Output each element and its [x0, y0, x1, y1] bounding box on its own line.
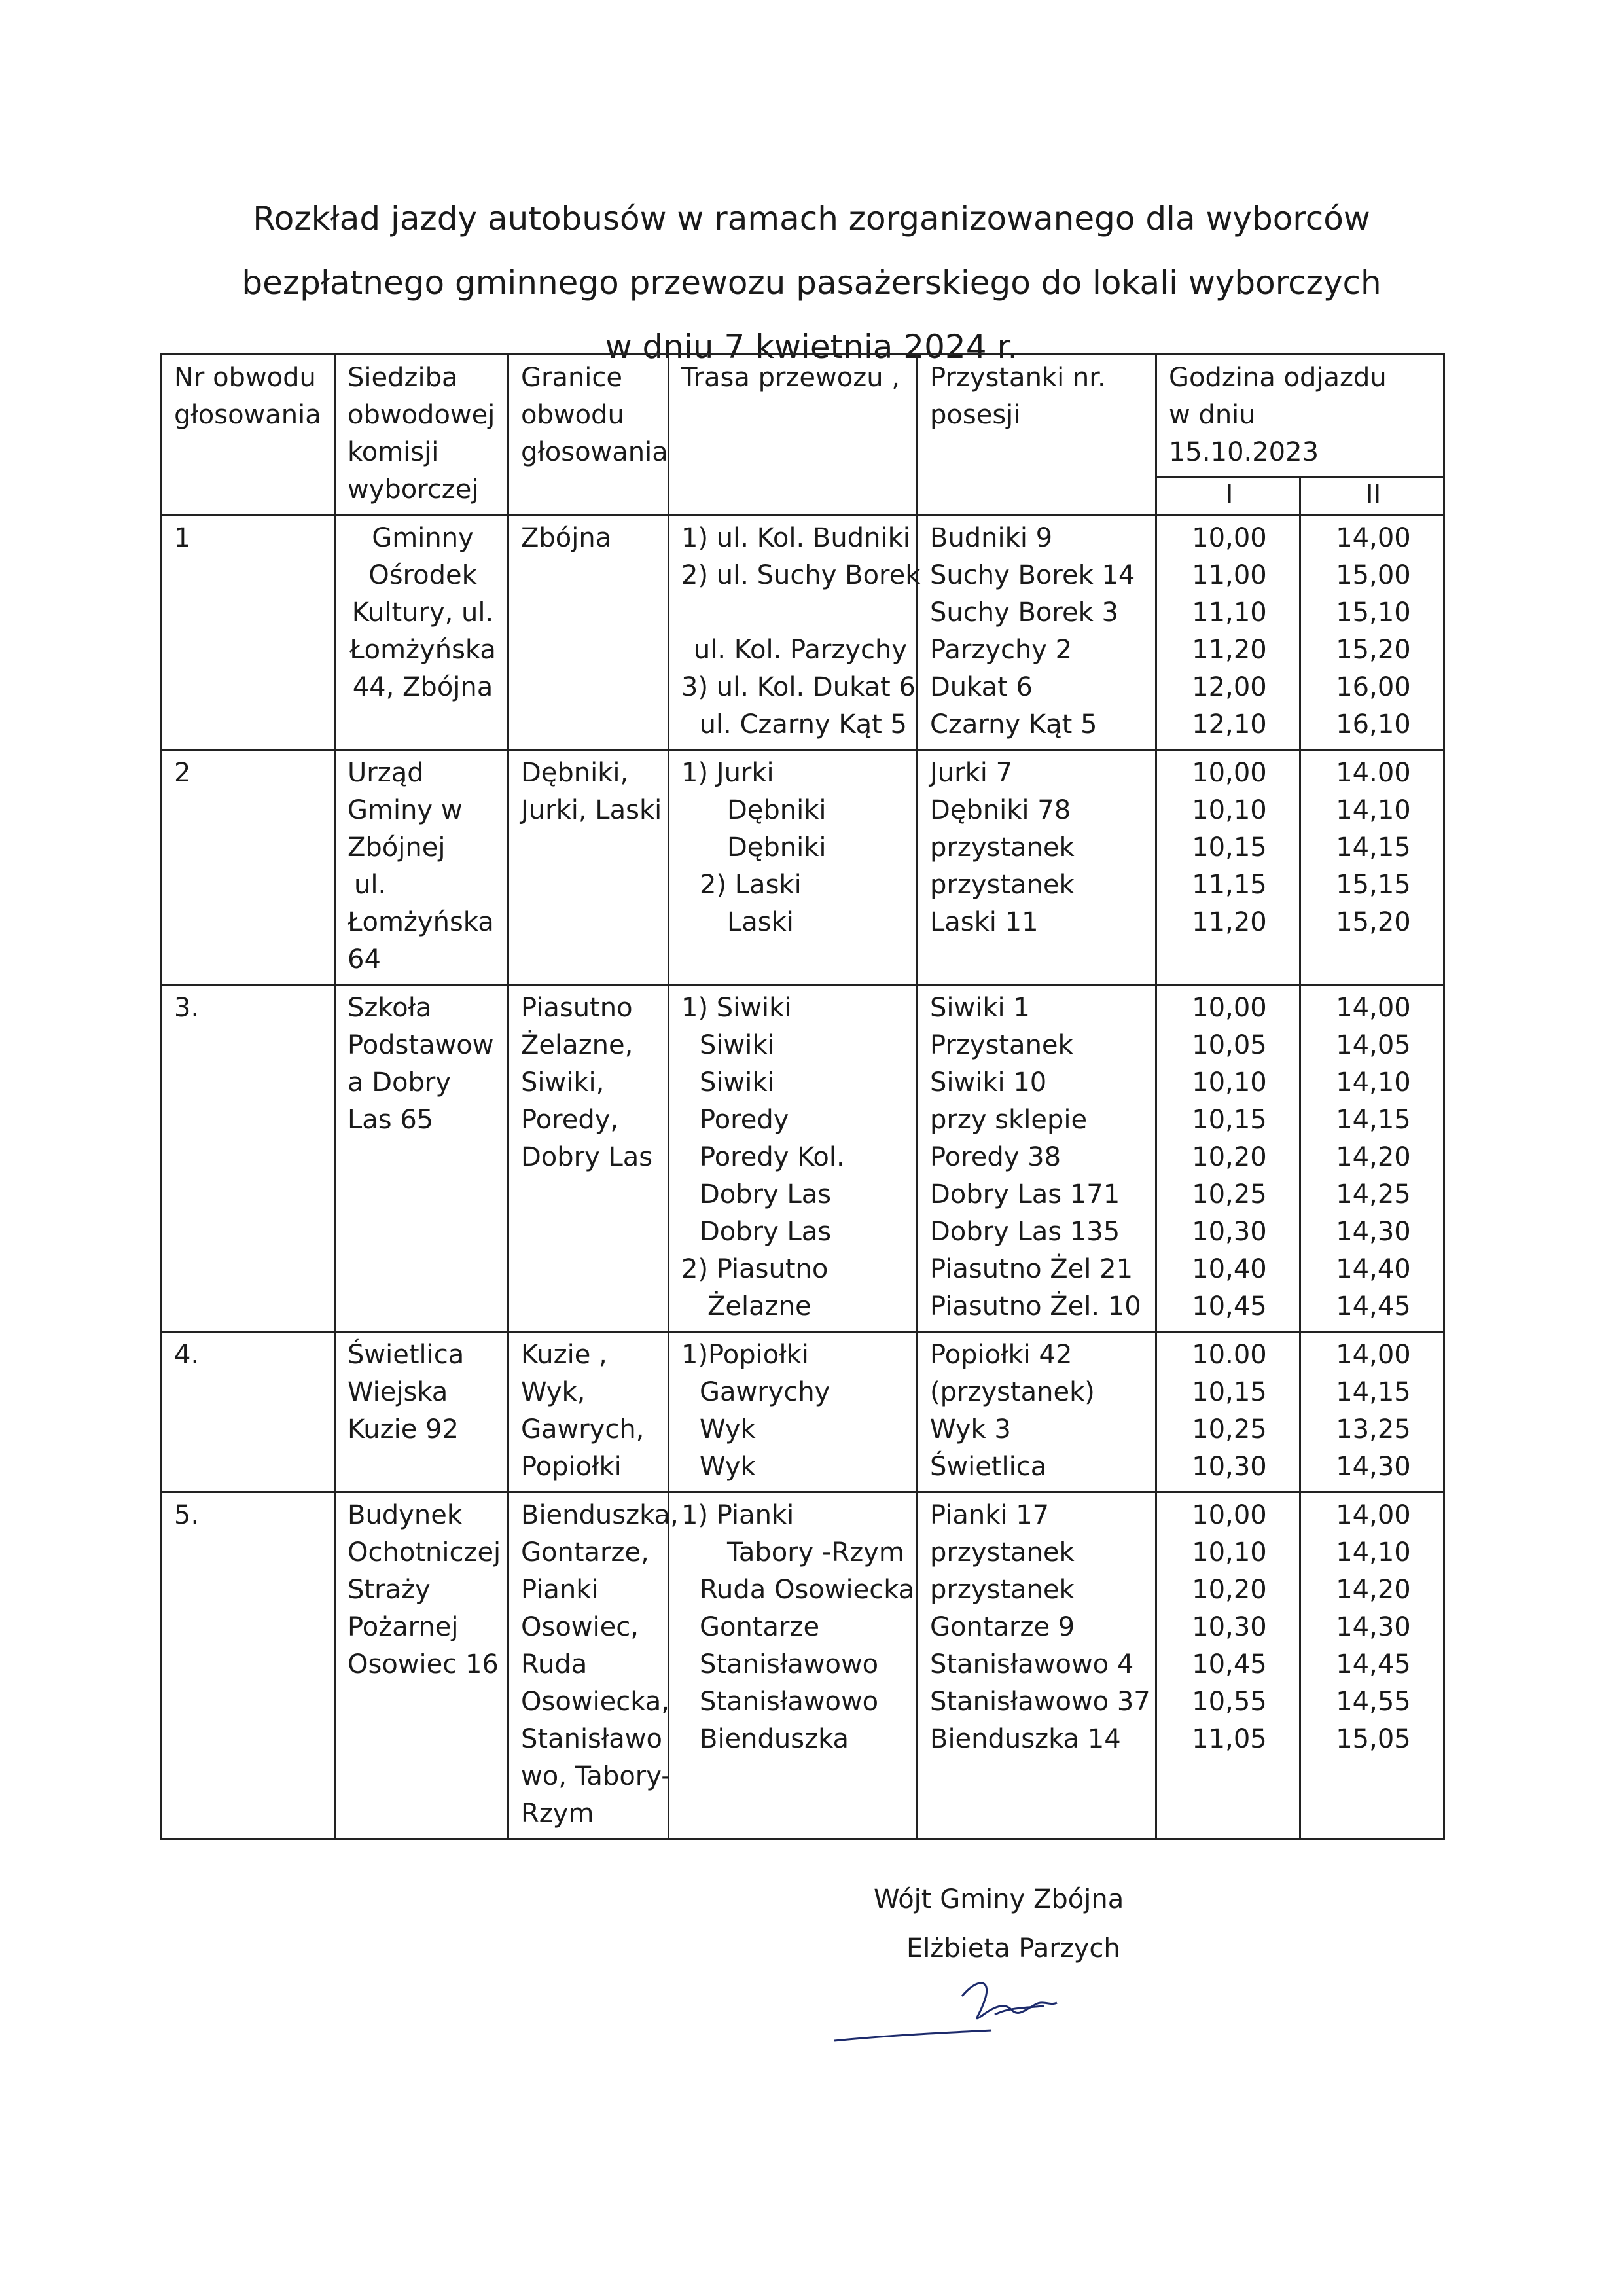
przystanki-line: Przystanek — [930, 1030, 1073, 1060]
kurs-i-line: 10,20 — [1192, 1575, 1267, 1605]
kurs-ii-line: 15,00 — [1336, 560, 1411, 590]
siedziba-line: Kultury, ul. — [351, 598, 494, 628]
granice-line: Jurki, Laski — [521, 795, 662, 825]
kurs-ii-line: 14,00 — [1336, 1340, 1411, 1370]
siedziba-cell — [335, 1332, 508, 1492]
przystanki-line: Stanisławowo 4 — [930, 1649, 1134, 1679]
przystanki-line: Dębniki 78 — [930, 795, 1071, 825]
trasa-line: Wyk — [700, 1452, 756, 1482]
kurs-i-line: 10,15 — [1192, 1105, 1267, 1135]
przystanki-line: Siwiki 10 — [930, 1067, 1047, 1098]
kurs-ii-cell — [1300, 985, 1444, 1332]
kurs-i-line: 11,05 — [1192, 1724, 1267, 1754]
granice-line: Osowiecka, — [521, 1687, 669, 1717]
header-siedziba-line: wyborczej — [348, 475, 479, 505]
kurs-i-cell — [1156, 985, 1300, 1332]
kurs-i-cell — [1156, 515, 1300, 750]
siedziba-line: Podstawow — [348, 1030, 494, 1060]
granice-cell — [508, 515, 669, 750]
trasa-line: 1) Jurki — [681, 758, 774, 788]
kurs-ii-line: 14,40 — [1336, 1254, 1411, 1284]
granice-line: Stanisławo — [521, 1724, 662, 1754]
przystanki-cell — [918, 1492, 1156, 1839]
nr-value: 4. — [174, 1340, 200, 1370]
przystanki-line: Świetlica — [930, 1452, 1047, 1482]
trasa-line: ul. Czarny Kąt 5 — [699, 709, 907, 740]
przystanki-line: Popiołki 42 — [930, 1340, 1073, 1370]
siedziba-line: Straży — [348, 1575, 431, 1605]
trasa-line: Gontarze — [700, 1612, 820, 1642]
kurs-i-line: 10,10 — [1192, 795, 1267, 825]
kurs-ii-line: 16,00 — [1336, 672, 1411, 702]
przystanki-line: przystanek — [930, 1575, 1075, 1605]
kurs-ii-line: 14,05 — [1336, 1030, 1411, 1060]
header-przystanki-line: Przystanki nr. — [930, 363, 1106, 393]
kurs-ii-line: 14,45 — [1336, 1649, 1411, 1679]
signature-name: Elżbieta Parzych — [906, 1933, 1120, 1964]
trasa-line: Dębniki — [727, 795, 827, 825]
kurs-ii-line: 14,00 — [1336, 523, 1411, 553]
siedziba-line: Pożarnej — [348, 1612, 459, 1642]
kurs-ii-line: 13,25 — [1336, 1414, 1411, 1444]
nr-value: 2 — [174, 758, 191, 788]
kurs-ii-cell — [1300, 750, 1444, 985]
header-granice-line: Granice — [521, 363, 623, 393]
kurs-i-line: 10,00 — [1192, 523, 1267, 553]
kurs-ii-line: 14,15 — [1336, 1377, 1411, 1407]
title-line-2: bezpłatnego gminnego przewozu pasażerskiego do lokali wyborczych — [241, 264, 1382, 302]
document-title — [0, 187, 1623, 379]
header-siedziba-line: obwodowej — [348, 400, 495, 430]
granice-line: wo, Tabory- — [521, 1761, 671, 1791]
kurs-ii-cell — [1300, 1492, 1444, 1839]
granice-cell — [508, 750, 669, 985]
header-kurs-ii: II — [1300, 476, 1444, 514]
nr-cell — [162, 1492, 335, 1839]
header-przystanki-line: posesji — [930, 400, 1021, 430]
siedziba-cell — [335, 515, 508, 750]
siedziba-cell — [335, 1492, 508, 1839]
siedziba-line: Las 65 — [348, 1105, 434, 1135]
przystanki-line: Bienduszka 14 — [930, 1724, 1121, 1754]
granice-line: Gawrych, — [521, 1414, 645, 1444]
trasa-line: Stanisławowo — [700, 1649, 879, 1679]
title-line-3: w dniu 7 kwietnia 2024 r. — [605, 328, 1018, 366]
siedziba-line: Ośrodek — [368, 560, 477, 590]
trasa-line: ul. Kol. Parzychy — [693, 635, 907, 665]
kurs-ii-line: 14,30 — [1336, 1217, 1411, 1247]
kurs-ii-line: 14,20 — [1336, 1575, 1411, 1605]
przystanki-line: przystanek — [930, 833, 1075, 863]
przystanki-line: Gontarze 9 — [930, 1612, 1075, 1642]
kurs-ii-line: 14,25 — [1336, 1179, 1411, 1210]
trasa-line: 2) Laski — [700, 870, 802, 900]
kurs-ii-line: 14,15 — [1336, 833, 1411, 863]
header-nr — [162, 355, 335, 515]
trasa-line: Bienduszka — [700, 1724, 849, 1754]
header-godzina — [1156, 355, 1444, 477]
przystanki-line: Piasutno Żel. 10 — [930, 1291, 1141, 1321]
trasa-line: Dobry Las — [700, 1217, 832, 1247]
kurs-i-line: 10,10 — [1192, 1067, 1267, 1098]
nr-value: 3. — [174, 993, 200, 1023]
przystanki-line: przystanek — [930, 870, 1075, 900]
przystanki-line: Pianki 17 — [930, 1500, 1050, 1530]
kurs-i-line: 11,15 — [1192, 870, 1267, 900]
granice-line: Poredy, — [521, 1105, 619, 1135]
nr-cell — [162, 1332, 335, 1492]
header-godzina-line: 15.10.2023 — [1169, 437, 1319, 467]
trasa-line: Siwiki — [700, 1030, 775, 1060]
granice-cell — [508, 985, 669, 1332]
header-siedziba-line: Siedziba — [348, 363, 458, 393]
trasa-line: 2) Piasutno — [681, 1254, 829, 1284]
kurs-i-cell — [1156, 1492, 1300, 1839]
trasa-line: 1)Popiołki — [681, 1340, 809, 1370]
trasa-line: 1) Siwiki — [681, 993, 792, 1023]
granice-line: Osowiec, — [521, 1612, 639, 1642]
kurs-i-line: 10,00 — [1192, 758, 1267, 788]
siedziba-line: Wiejska — [348, 1377, 448, 1407]
kurs-i-line: 10.00 — [1192, 1340, 1267, 1370]
title-line-1: Rozkład jazdy autobusów w ramach zorganizowanego dla wyborców — [253, 200, 1370, 238]
siedziba-line: Łomżyńska — [348, 907, 494, 937]
granice-line: Wyk, — [521, 1377, 586, 1407]
kurs-i-line: 11,10 — [1192, 598, 1267, 628]
kurs-ii-line: 14,00 — [1336, 993, 1411, 1023]
kurs-ii-line: 14,10 — [1336, 1067, 1411, 1098]
trasa-cell — [669, 1332, 918, 1492]
kurs-i-line: 10,25 — [1192, 1179, 1267, 1210]
kurs-ii-line: 14,10 — [1336, 1537, 1411, 1568]
header-przystanki — [918, 355, 1156, 515]
granice-line: Ruda — [521, 1649, 588, 1679]
trasa-cell — [669, 985, 918, 1332]
kurs-ii-line: 14,15 — [1336, 1105, 1411, 1135]
trasa-line: Dobry Las — [700, 1179, 832, 1210]
trasa-line: Ruda Osowiecka — [700, 1575, 915, 1605]
kurs-i-line: 10,10 — [1192, 1537, 1267, 1568]
kurs-i-line: 10,15 — [1192, 1377, 1267, 1407]
header-granice — [508, 355, 669, 515]
przystanki-line: Poredy 38 — [930, 1142, 1061, 1172]
header-siedziba — [335, 355, 508, 515]
trasa-cell — [669, 750, 918, 985]
kurs-i-line: 11,20 — [1192, 907, 1267, 937]
kurs-i-line: 10,00 — [1192, 1500, 1267, 1530]
trasa-line: Siwiki — [700, 1067, 775, 1098]
granice-line: Żelazne, — [521, 1030, 633, 1060]
granice-line: Dębniki, — [521, 758, 629, 788]
przystanki-cell — [918, 985, 1156, 1332]
przystanki-line: Wyk 3 — [930, 1414, 1011, 1444]
table-row — [162, 750, 1444, 985]
trasa-line — [681, 594, 907, 632]
przystanki-line: (przystanek) — [930, 1377, 1095, 1407]
header-kurs-i: I — [1156, 476, 1300, 514]
trasa-line: Żelazne — [707, 1291, 812, 1321]
table-row — [162, 515, 1444, 750]
header-granice-line: głosowania — [521, 437, 668, 467]
kurs-ii-line: 14,30 — [1336, 1612, 1411, 1642]
trasa-line: 1) ul. Kol. Budniki — [681, 523, 910, 553]
granice-line: Zbójna — [521, 523, 612, 553]
kurs-i-line: 10,55 — [1192, 1687, 1267, 1717]
trasa-line: 3) ul. Kol. Dukat 6 — [681, 672, 916, 702]
przystanki-line: Parzychy 2 — [930, 635, 1073, 665]
kurs-i-line: 10,20 — [1192, 1142, 1267, 1172]
kurs-ii-line: 15,20 — [1336, 635, 1411, 665]
granice-line: Kuzie , — [521, 1340, 607, 1370]
kurs-ii-line: 15,10 — [1336, 598, 1411, 628]
trasa-line: Laski — [727, 907, 794, 937]
kurs-ii-line: 14,30 — [1336, 1452, 1411, 1482]
przystanki-line: Dobry Las 135 — [930, 1217, 1120, 1247]
kurs-i-line: 10,30 — [1192, 1452, 1267, 1482]
przystanki-line: Suchy Borek 14 — [930, 560, 1135, 590]
granice-line: Rzym — [521, 1799, 594, 1829]
trasa-line: Dębniki — [727, 833, 827, 863]
granice-line: Popiołki — [521, 1452, 622, 1482]
handwritten-signature — [828, 1970, 1135, 2055]
trasa-line: Gawrychy — [700, 1377, 830, 1407]
kurs-i-line: 10,15 — [1192, 833, 1267, 863]
kurs-i-line: 10,30 — [1192, 1217, 1267, 1247]
kurs-i-cell — [1156, 750, 1300, 985]
kurs-ii-line: 14,20 — [1336, 1142, 1411, 1172]
granice-line: Piasutno — [521, 993, 633, 1023]
kurs-i-line: 10,30 — [1192, 1612, 1267, 1642]
trasa-line: Stanisławowo — [700, 1687, 879, 1717]
kurs-ii-line: 14,00 — [1336, 1500, 1411, 1530]
siedziba-cell — [335, 985, 508, 1332]
trasa-cell — [669, 515, 921, 750]
nr-cell — [162, 515, 335, 750]
siedziba-line: ul. — [354, 870, 387, 900]
przystanki-line: Dukat 6 — [930, 672, 1033, 702]
trasa-cell — [669, 1492, 918, 1839]
granice-line: Pianki — [521, 1575, 599, 1605]
kurs-ii-line: 14,10 — [1336, 795, 1411, 825]
przystanki-line: Dobry Las 171 — [930, 1179, 1120, 1210]
przystanki-cell — [918, 1332, 1156, 1492]
przystanki-line: Siwiki 1 — [930, 993, 1030, 1023]
siedziba-line: Kuzie 92 — [348, 1414, 459, 1444]
nr-cell — [162, 985, 335, 1332]
trasa-line: 1) Pianki — [681, 1500, 794, 1530]
przystanki-line: Budniki 9 — [930, 523, 1053, 553]
kurs-i-line: 11,20 — [1192, 635, 1267, 665]
siedziba-line: Gminny — [372, 523, 474, 553]
przystanki-line: przystanek — [930, 1537, 1075, 1568]
trasa-line: Tabory -Rzym — [727, 1537, 904, 1568]
granice-cell — [508, 1492, 679, 1839]
nr-value: 5. — [174, 1500, 200, 1530]
header-nr-line: głosowania — [174, 400, 321, 430]
kurs-ii-line: 16,10 — [1336, 709, 1411, 740]
kurs-i-line: 10,45 — [1192, 1291, 1267, 1321]
signature-title: Wójt Gminy Zbójna — [874, 1884, 1124, 1914]
siedziba-line: 44, Zbójna — [352, 672, 493, 702]
trasa-line: Poredy — [700, 1105, 789, 1135]
table-row — [162, 1332, 1444, 1492]
kurs-ii-line: 15,05 — [1336, 1724, 1411, 1754]
granice-cell — [508, 1332, 669, 1492]
granice-line: Gontarze, — [521, 1537, 649, 1568]
siedziba-line: Łomżyńska — [349, 635, 496, 665]
kurs-ii-cell — [1300, 1332, 1444, 1492]
kurs-i-line: 10,45 — [1192, 1649, 1267, 1679]
kurs-i-line: 12,10 — [1192, 709, 1267, 740]
siedziba-line: Świetlica — [348, 1340, 465, 1370]
kurs-ii-line: 14,55 — [1336, 1687, 1411, 1717]
nr-cell — [162, 750, 335, 985]
siedziba-line: Urząd — [348, 758, 424, 788]
przystanki-line: Jurki 7 — [930, 758, 1013, 788]
header-row — [162, 355, 1444, 477]
siedziba-line: Zbójnej — [348, 833, 446, 863]
przystanki-cell — [918, 750, 1156, 985]
kurs-ii-cell — [1300, 515, 1444, 750]
schedule-table — [160, 353, 1445, 1840]
granice-line: Siwiki, — [521, 1067, 605, 1098]
granice-line: Bienduszka, — [521, 1500, 679, 1530]
trasa-line: 2) ul. Suchy Borek — [681, 560, 921, 590]
siedziba-cell — [335, 750, 508, 985]
header-siedziba-line: komisji — [348, 437, 439, 467]
przystanki-cell — [918, 515, 1156, 750]
granice-line: Dobry Las — [521, 1142, 653, 1172]
kurs-i-line: 10,25 — [1192, 1414, 1267, 1444]
przystanki-line: Czarny Kąt 5 — [930, 709, 1097, 740]
siedziba-line: 64 — [348, 944, 381, 975]
kurs-i-line: 12,00 — [1192, 672, 1267, 702]
kurs-ii-line: 14,45 — [1336, 1291, 1411, 1321]
header-nr-line: Nr obwodu — [174, 363, 316, 393]
header-godzina-line: w dniu — [1169, 400, 1256, 430]
siedziba-line: Osowiec 16 — [348, 1649, 499, 1679]
table-row — [162, 985, 1444, 1332]
siedziba-line: Ochotniczej — [348, 1537, 501, 1568]
header-granice-line: obwodu — [521, 400, 624, 430]
header-trasa-line: Trasa przewozu , — [681, 363, 900, 393]
przystanki-line: Stanisławowo 37 — [930, 1687, 1150, 1717]
kurs-i-line: 11,00 — [1192, 560, 1267, 590]
siedziba-line: a Dobry — [348, 1067, 452, 1098]
kurs-i-cell — [1156, 1332, 1300, 1492]
kurs-i-line: 10,40 — [1192, 1254, 1267, 1284]
przystanki-line: Suchy Borek 3 — [930, 598, 1118, 628]
nr-value: 1 — [174, 523, 191, 553]
table-row — [162, 1492, 1444, 1839]
trasa-line: Wyk — [700, 1414, 756, 1444]
trasa-line: Poredy Kol. — [700, 1142, 845, 1172]
kurs-i-line: 10,05 — [1192, 1030, 1267, 1060]
kurs-ii-line: 15,15 — [1336, 870, 1411, 900]
przystanki-line: przy sklepie — [930, 1105, 1088, 1135]
signature-block — [874, 1875, 1124, 1973]
przystanki-line: Piasutno Żel 21 — [930, 1254, 1133, 1284]
kurs-ii-line: 15,20 — [1336, 907, 1411, 937]
przystanki-line: Laski 11 — [930, 907, 1039, 937]
kurs-ii-line: 14.00 — [1336, 758, 1411, 788]
siedziba-line: Szkoła — [348, 993, 432, 1023]
siedziba-line: Gminy w — [348, 795, 463, 825]
siedziba-line: Budynek — [348, 1500, 462, 1530]
kurs-i-line: 10,00 — [1192, 993, 1267, 1023]
header-trasa — [669, 355, 918, 515]
header-godzina-line: Godzina odjazdu — [1169, 363, 1387, 393]
